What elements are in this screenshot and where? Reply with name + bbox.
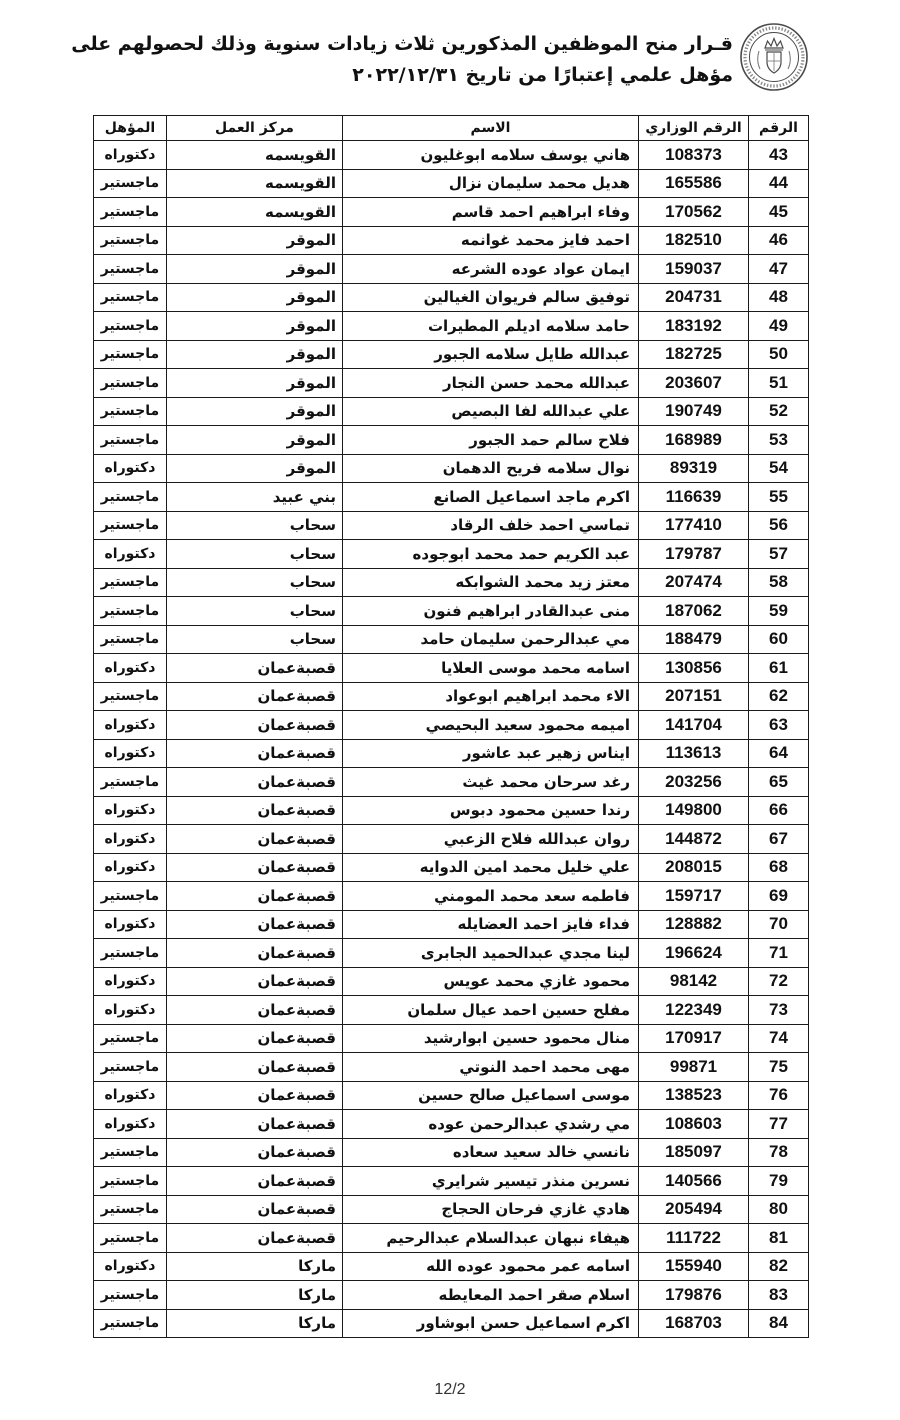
- table-row: [94, 283, 809, 312]
- cell-name: محمود غازي محمد عويس: [343, 967, 639, 996]
- cell-work-center: ماركا: [167, 1309, 343, 1338]
- cell-name: مهى محمد احمد النوتي: [343, 1053, 639, 1082]
- table-row: [94, 711, 809, 740]
- cell-name: مي رشدي عبدالرحمن عوده: [343, 1110, 639, 1139]
- header-number: الرقم: [749, 116, 809, 141]
- table-row: [94, 1195, 809, 1224]
- table-row: [94, 1110, 809, 1139]
- cell-number: 50: [749, 340, 809, 369]
- cell-ministry-number: 98142: [639, 967, 749, 996]
- cell-work-center: قصبةعمان: [167, 1224, 343, 1253]
- cell-qualification: ماجستير: [94, 568, 167, 597]
- cell-number: 66: [749, 796, 809, 825]
- table-row: [94, 511, 809, 540]
- cell-number: 72: [749, 967, 809, 996]
- cell-work-center: الموقر: [167, 283, 343, 312]
- cell-ministry-number: 141704: [639, 711, 749, 740]
- cell-ministry-number: 165586: [639, 169, 749, 198]
- cell-name: حامد سلامه اديلم المطيرات: [343, 312, 639, 341]
- cell-work-center: قصبةعمان: [167, 654, 343, 683]
- cell-number: 55: [749, 483, 809, 512]
- cell-ministry-number: 203256: [639, 768, 749, 797]
- cell-name: منال محمود حسين ابوارشيد: [343, 1024, 639, 1053]
- cell-work-center: الموقر: [167, 426, 343, 455]
- cell-work-center: الموقر: [167, 255, 343, 284]
- cell-qualification: ماجستير: [94, 939, 167, 968]
- cell-ministry-number: 188479: [639, 625, 749, 654]
- cell-qualification: ماجستير: [94, 1138, 167, 1167]
- cell-work-center: قصبةعمان: [167, 910, 343, 939]
- table-row: [94, 1252, 809, 1281]
- header-name: الاسم: [343, 116, 639, 141]
- cell-ministry-number: 155940: [639, 1252, 749, 1281]
- cell-qualification: ماجستير: [94, 768, 167, 797]
- cell-work-center: الموقر: [167, 340, 343, 369]
- cell-number: 43: [749, 141, 809, 170]
- cell-name: هيفاء نبهان عبدالسلام عبدالرحيم: [343, 1224, 639, 1253]
- cell-name: فداء فايز احمد العضايله: [343, 910, 639, 939]
- cell-number: 68: [749, 853, 809, 882]
- cell-ministry-number: 128882: [639, 910, 749, 939]
- cell-work-center: الموقر: [167, 312, 343, 341]
- table-row: [94, 682, 809, 711]
- cell-qualification: دكتوراه: [94, 967, 167, 996]
- table-row: [94, 768, 809, 797]
- cell-qualification: دكتوراه: [94, 454, 167, 483]
- cell-number: 58: [749, 568, 809, 597]
- cell-ministry-number: 183192: [639, 312, 749, 341]
- cell-qualification: ماجستير: [94, 340, 167, 369]
- cell-qualification: ماجستير: [94, 255, 167, 284]
- cell-ministry-number: 108603: [639, 1110, 749, 1139]
- cell-work-center: قصبةعمان: [167, 996, 343, 1025]
- cell-ministry-number: 138523: [639, 1081, 749, 1110]
- cell-work-center: سحاب: [167, 540, 343, 569]
- table-row: [94, 1309, 809, 1338]
- cell-number: 76: [749, 1081, 809, 1110]
- cell-number: 52: [749, 397, 809, 426]
- cell-ministry-number: 182725: [639, 340, 749, 369]
- cell-work-center: قصبةعمان: [167, 882, 343, 911]
- cell-number: 71: [749, 939, 809, 968]
- cell-qualification: دكتوراه: [94, 825, 167, 854]
- cell-number: 78: [749, 1138, 809, 1167]
- cell-ministry-number: 140566: [639, 1167, 749, 1196]
- cell-ministry-number: 177410: [639, 511, 749, 540]
- cell-name: ايناس زهير عبد عاشور: [343, 739, 639, 768]
- cell-number: 45: [749, 198, 809, 227]
- cell-name: مي عبدالرحمن سليمان حامد: [343, 625, 639, 654]
- cell-ministry-number: 196624: [639, 939, 749, 968]
- cell-number: 60: [749, 625, 809, 654]
- cell-qualification: ماجستير: [94, 1195, 167, 1224]
- cell-work-center: قصبةعمان: [167, 682, 343, 711]
- cell-qualification: ماجستير: [94, 1167, 167, 1196]
- cell-name: هادي غازي فرحان الحجاج: [343, 1195, 639, 1224]
- cell-number: 62: [749, 682, 809, 711]
- cell-number: 61: [749, 654, 809, 683]
- cell-qualification: ماجستير: [94, 1281, 167, 1310]
- table-row: [94, 1167, 809, 1196]
- cell-work-center: قصبةعمان: [167, 1195, 343, 1224]
- cell-work-center: قصبةعمان: [167, 853, 343, 882]
- cell-qualification: دكتوراه: [94, 141, 167, 170]
- cell-qualification: دكتوراه: [94, 540, 167, 569]
- header-qualification: المؤهل: [94, 116, 167, 141]
- cell-qualification: ماجستير: [94, 1224, 167, 1253]
- table-row: [94, 1081, 809, 1110]
- cell-name: علي عبدالله لفا البصيص: [343, 397, 639, 426]
- cell-name: فلاح سالم حمد الجبور: [343, 426, 639, 455]
- cell-ministry-number: 205494: [639, 1195, 749, 1224]
- cell-number: 59: [749, 597, 809, 626]
- cell-ministry-number: 159717: [639, 882, 749, 911]
- cell-work-center: قصبةعمان: [167, 825, 343, 854]
- cell-work-center: الموقر: [167, 369, 343, 398]
- cell-work-center: ماركا: [167, 1281, 343, 1310]
- cell-ministry-number: 204731: [639, 283, 749, 312]
- cell-number: 63: [749, 711, 809, 740]
- cell-number: 51: [749, 369, 809, 398]
- cell-ministry-number: 182510: [639, 226, 749, 255]
- cell-number: 84: [749, 1309, 809, 1338]
- cell-ministry-number: 187062: [639, 597, 749, 626]
- cell-name: اكرم اسماعيل حسن ابوشاور: [343, 1309, 639, 1338]
- cell-number: 69: [749, 882, 809, 911]
- cell-name: رغد سرحان محمد غيث: [343, 768, 639, 797]
- cell-name: منى عبدالقادر ابراهيم فنون: [343, 597, 639, 626]
- cell-qualification: دكتوراه: [94, 739, 167, 768]
- cell-ministry-number: 170562: [639, 198, 749, 227]
- cell-ministry-number: 89319: [639, 454, 749, 483]
- table-row: [94, 1053, 809, 1082]
- cell-number: 73: [749, 996, 809, 1025]
- emblem-seal-graphic: [738, 17, 810, 97]
- cell-name: علي خليل محمد امين الدوايه: [343, 853, 639, 882]
- cell-name: هديل محمد سليمان نزال: [343, 169, 639, 198]
- table-row: [94, 426, 809, 455]
- cell-ministry-number: 207474: [639, 568, 749, 597]
- cell-work-center: قصبةعمان: [167, 1081, 343, 1110]
- cell-work-center: قصبةعمان: [167, 1138, 343, 1167]
- cell-name: فاطمه سعد محمد المومني: [343, 882, 639, 911]
- cell-ministry-number: 99871: [639, 1053, 749, 1082]
- cell-name: هاني يوسف سلامه ابوغليون: [343, 141, 639, 170]
- cell-qualification: ماجستير: [94, 1024, 167, 1053]
- cell-number: 79: [749, 1167, 809, 1196]
- cell-number: 70: [749, 910, 809, 939]
- cell-name: نانسي خالد سعيد سعاده: [343, 1138, 639, 1167]
- cell-ministry-number: 116639: [639, 483, 749, 512]
- cell-name: روان عبدالله فلاح الزعبي: [343, 825, 639, 854]
- cell-qualification: دكتوراه: [94, 1110, 167, 1139]
- cell-qualification: ماجستير: [94, 426, 167, 455]
- cell-ministry-number: 170917: [639, 1024, 749, 1053]
- table-row: [94, 939, 809, 968]
- decision-title: [40, 29, 733, 91]
- cell-work-center: الموقر: [167, 226, 343, 255]
- cell-number: 82: [749, 1252, 809, 1281]
- cell-qualification: ماجستير: [94, 682, 167, 711]
- table-row: [94, 198, 809, 227]
- cell-ministry-number: 168989: [639, 426, 749, 455]
- table-row: [94, 654, 809, 683]
- title-line-1: قـرار منح الموظفين المذكورين ثلاث زيادات سنوية وذلك لحصولهم على: [71, 33, 733, 55]
- cell-work-center: سحاب: [167, 597, 343, 626]
- table-row: [94, 454, 809, 483]
- cell-number: 47: [749, 255, 809, 284]
- cell-ministry-number: 144872: [639, 825, 749, 854]
- table-row: [94, 568, 809, 597]
- cell-name: اكرم ماجد اسماعيل الصانع: [343, 483, 639, 512]
- cell-ministry-number: 168703: [639, 1309, 749, 1338]
- cell-name: نوال سلامه فريح الدهمان: [343, 454, 639, 483]
- cell-number: 48: [749, 283, 809, 312]
- cell-work-center: قصبةعمان: [167, 768, 343, 797]
- cell-work-center: الموقر: [167, 454, 343, 483]
- cell-name: وفاء ابراهيم احمد قاسم: [343, 198, 639, 227]
- cell-qualification: ماجستير: [94, 198, 167, 227]
- cell-work-center: قصبةعمان: [167, 967, 343, 996]
- cell-qualification: ماجستير: [94, 882, 167, 911]
- cell-name: اسامه محمد موسى العلايا: [343, 654, 639, 683]
- cell-qualification: ماجستير: [94, 511, 167, 540]
- table-row: [94, 910, 809, 939]
- cell-work-center: قصبةعمان: [167, 739, 343, 768]
- cell-ministry-number: 208015: [639, 853, 749, 882]
- table-row: [94, 882, 809, 911]
- ministry-emblem-icon: [738, 17, 810, 97]
- cell-work-center: قصبةعمان: [167, 1167, 343, 1196]
- table-row: [94, 1224, 809, 1253]
- table-row: [94, 739, 809, 768]
- cell-qualification: ماجستير: [94, 1309, 167, 1338]
- cell-name: لينا مجدي عبدالحميد الجابرى: [343, 939, 639, 968]
- cell-qualification: دكتوراه: [94, 1081, 167, 1110]
- cell-number: 67: [749, 825, 809, 854]
- cell-ministry-number: 149800: [639, 796, 749, 825]
- cell-qualification: ماجستير: [94, 597, 167, 626]
- cell-qualification: دكتوراه: [94, 796, 167, 825]
- cell-ministry-number: 111722: [639, 1224, 749, 1253]
- cell-ministry-number: 130856: [639, 654, 749, 683]
- cell-number: 44: [749, 169, 809, 198]
- cell-name: مفلح حسين احمد عيال سلمان: [343, 996, 639, 1025]
- cell-name: عبدالله محمد حسن النجار: [343, 369, 639, 398]
- cell-qualification: دكتوراه: [94, 996, 167, 1025]
- cell-number: 56: [749, 511, 809, 540]
- cell-qualification: دكتوراه: [94, 1252, 167, 1281]
- table-row: [94, 996, 809, 1025]
- cell-qualification: ماجستير: [94, 369, 167, 398]
- table-row: [94, 397, 809, 426]
- table-row: [94, 312, 809, 341]
- header-work-center: مركز العمل: [167, 116, 343, 141]
- table-row: [94, 255, 809, 284]
- cell-number: 81: [749, 1224, 809, 1253]
- cell-work-center: قصبةعمان: [167, 711, 343, 740]
- cell-work-center: قصبةعمان: [167, 796, 343, 825]
- table-row: [94, 1024, 809, 1053]
- cell-work-center: قصبةعمان: [167, 939, 343, 968]
- cell-number: 74: [749, 1024, 809, 1053]
- cell-ministry-number: 113613: [639, 739, 749, 768]
- cell-work-center: الموقر: [167, 397, 343, 426]
- cell-ministry-number: 108373: [639, 141, 749, 170]
- cell-qualification: دكتوراه: [94, 711, 167, 740]
- table-header-row: [94, 116, 809, 141]
- cell-work-center: ماركا: [167, 1252, 343, 1281]
- cell-name: رندا حسين محمود دبوس: [343, 796, 639, 825]
- cell-name: اميمه محمود سعيد البحيصي: [343, 711, 639, 740]
- cell-work-center: القويسمه: [167, 169, 343, 198]
- table-row: [94, 967, 809, 996]
- table-row: [94, 483, 809, 512]
- cell-name: اسامه عمر محمود عوده الله: [343, 1252, 639, 1281]
- cell-name: عبد الكريم حمد محمد ابوجوده: [343, 540, 639, 569]
- table-row: [94, 226, 809, 255]
- table-row: [94, 597, 809, 626]
- cell-qualification: ماجستير: [94, 283, 167, 312]
- cell-number: 53: [749, 426, 809, 455]
- table-row: [94, 1138, 809, 1167]
- cell-qualification: دكتوراه: [94, 910, 167, 939]
- cell-work-center: قصبةعمان: [167, 1110, 343, 1139]
- cell-work-center: سحاب: [167, 568, 343, 597]
- cell-name: اسلام صقر احمد المعايطه: [343, 1281, 639, 1310]
- table-row: [94, 825, 809, 854]
- cell-work-center: سحاب: [167, 625, 343, 654]
- cell-number: 46: [749, 226, 809, 255]
- title-line-2: مؤهل علمي إعتبارًا من تاريخ ٢٠٢٢/١٢/٣١: [352, 64, 733, 86]
- cell-qualification: ماجستير: [94, 483, 167, 512]
- cell-number: 49: [749, 312, 809, 341]
- table-row: [94, 625, 809, 654]
- cell-number: 54: [749, 454, 809, 483]
- table-row: [94, 369, 809, 398]
- cell-qualification: ماجستير: [94, 226, 167, 255]
- cell-qualification: ماجستير: [94, 1053, 167, 1082]
- cell-work-center: قصبةعمان: [167, 1053, 343, 1082]
- header-ministry-number: الرقم الوزاري: [639, 116, 749, 141]
- cell-number: 80: [749, 1195, 809, 1224]
- cell-ministry-number: 203607: [639, 369, 749, 398]
- cell-number: 75: [749, 1053, 809, 1082]
- table-row: [94, 340, 809, 369]
- table-row: [94, 141, 809, 170]
- cell-number: 65: [749, 768, 809, 797]
- cell-name: عبدالله طايل سلامه الجبور: [343, 340, 639, 369]
- cell-ministry-number: 179876: [639, 1281, 749, 1310]
- cell-name: موسى اسماعيل صالح حسين: [343, 1081, 639, 1110]
- cell-work-center: القويسمه: [167, 198, 343, 227]
- cell-name: ايمان عواد عوده الشرعه: [343, 255, 639, 284]
- cell-ministry-number: 207151: [639, 682, 749, 711]
- table-body: [94, 141, 809, 1338]
- table-row: [94, 1281, 809, 1310]
- table-row: [94, 796, 809, 825]
- cell-number: 64: [749, 739, 809, 768]
- cell-ministry-number: 190749: [639, 397, 749, 426]
- cell-work-center: القويسمه: [167, 141, 343, 170]
- cell-qualification: دكتوراه: [94, 853, 167, 882]
- cell-qualification: ماجستير: [94, 312, 167, 341]
- cell-number: 83: [749, 1281, 809, 1310]
- cell-qualification: دكتوراه: [94, 654, 167, 683]
- cell-name: نسرين منذر تيسير شرايري: [343, 1167, 639, 1196]
- cell-name: معتز زيد محمد الشوابكه: [343, 568, 639, 597]
- employees-table: [93, 115, 809, 1338]
- cell-number: 57: [749, 540, 809, 569]
- table-row: [94, 169, 809, 198]
- table-row: [94, 853, 809, 882]
- cell-name: احمد فايز محمد غوانمه: [343, 226, 639, 255]
- cell-qualification: ماجستير: [94, 169, 167, 198]
- cell-qualification: ماجستير: [94, 625, 167, 654]
- cell-work-center: قصبةعمان: [167, 1024, 343, 1053]
- cell-name: توفيق سالم فريوان الغيالين: [343, 283, 639, 312]
- cell-qualification: ماجستير: [94, 397, 167, 426]
- page-number: 12/2: [434, 1381, 466, 1398]
- cell-work-center: سحاب: [167, 511, 343, 540]
- cell-ministry-number: 185097: [639, 1138, 749, 1167]
- cell-ministry-number: 159037: [639, 255, 749, 284]
- cell-ministry-number: 179787: [639, 540, 749, 569]
- cell-ministry-number: 122349: [639, 996, 749, 1025]
- cell-number: 77: [749, 1110, 809, 1139]
- cell-name: تماسي احمد خلف الرقاد: [343, 511, 639, 540]
- cell-work-center: بني عبيد: [167, 483, 343, 512]
- table-row: [94, 540, 809, 569]
- cell-name: الاء محمد ابراهيم ابوعواد: [343, 682, 639, 711]
